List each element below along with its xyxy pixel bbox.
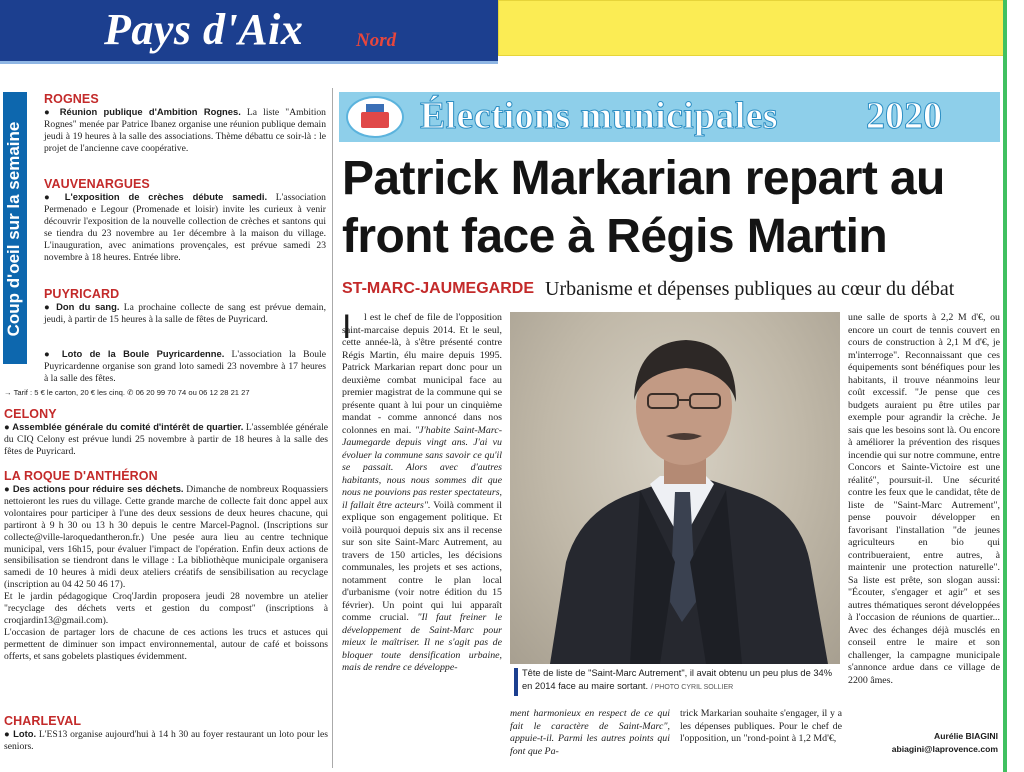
brief-title: ROGNES: [44, 92, 99, 106]
banner-year: 2020: [866, 95, 942, 137]
brief-title: CHARLEVAL: [4, 714, 82, 728]
ballot-box-body-icon: [361, 112, 389, 128]
brief-puyricard-loto: [44, 348, 326, 385]
brief-charleval: [4, 714, 328, 753]
article-column-2: ment harmonieux en respect de ce qui fait le caractère de Saint-Marc", appuie-t-il. Parmi les autres points qui font que Pa-: [510, 708, 670, 757]
article-column-4: une salle de sports à 2,2 M d'€, ou encore un court de tennis couvert en cours de construction à 2,1 M d'€, je m'interroge". Reconnaissant que ces équipements sont bénéfiques pour les habitants, il trouve néanmoins leur coût excessif. "Je pense que ces budgets auraient pu être utiles par exemple pour agrandir la crèche. Je sais que les besoins sont là. Ou encore à améliorer la prévention des risques incendie qui sur notre commune, entre Concors et Sainte-Victoire est une réalité", poursuit-il. Une sécurité contre les feux que le candidat, tête de liste de "Saint-Marc Autrement", pense pouvoir développer en favorisant l'installation "de jeunes agriculteurs en bio qui contribueraient, entre autres, à maintenir une protection naturelle". Sa liste est prête, son slogan aussi: "Écouter, s'engager et agir" et ses autres thématiques seront développées à l'occasion de réunions de quartier... Avec des échanges déjà musclés en conseil entre le maire et son challenger, la campagne municipale s'annonce ardue dans ce village de 2200 âmes.: [848, 312, 1000, 686]
article-kicker: ST-MARC-JAUMEGARDE: [342, 280, 534, 297]
article-column-3: trick Markarian souhaite s'engager, il y a les dépenses publiques. Pour le chef de l'opposition, un "rond-point à 1,2 Md'€,: [680, 708, 842, 744]
sidebar-tab-label: Coup d'oeil sur la semaine: [4, 121, 23, 337]
brand-subtitle: Nord: [356, 30, 397, 51]
brief-puyricard: [44, 287, 326, 326]
brief-text: ● Loto. L'ES13 organise aujourd'hui à 14 h 30 au foyer restaurant un loto pour les seniors.: [4, 728, 328, 752]
brief-text: ● Loto de la Boule Puyricardenne. L'association la Boule Puyricardenne organise son grand loto samedi 23 novembre à 17 heures à la salle des fêtes.: [44, 348, 326, 384]
portrait-illustration: [510, 312, 840, 664]
tarif-line: → Tarif : 5 € le carton, 20 € les cinq. ✆ 06 20 99 70 74 ou 06 12 28 21 27: [4, 388, 250, 397]
portrait-photo: [510, 312, 840, 664]
brief-text: ● Don du sang. La prochaine collecte de sang est prévue demain, jeudi, à partir de 15 heures à la salle de fêtes de Puyricard.: [44, 301, 327, 325]
brief-text: ● Réunion publique d'Ambition Rognes. La liste "Ambition Rognes" menée par Patrice Ibanez organise une réunion publique demain jeudi à 19 heures à la salle des associations. Thème débattu ce soir-là : le projet de l'ancienne cave coopérative.: [44, 106, 326, 154]
brief-vauvenargues: [44, 177, 326, 263]
page-edge-line: [1003, 0, 1007, 772]
author-name: Aurélie BIAGINI: [934, 731, 998, 741]
article-headline: Patrick Markarian repart au front face à Régis Martin: [342, 152, 945, 263]
banner-title: Élections municipales: [420, 95, 778, 137]
photo-credit: / PHOTO CYRIL SOLLIER: [650, 684, 734, 691]
brief-title: CELONY: [4, 407, 57, 421]
ballot-paper-icon: [366, 104, 384, 112]
brief-title: PUYRICARD: [44, 287, 120, 301]
header-yellow-band: [498, 0, 1004, 56]
brand-title: Pays d'Aix: [104, 5, 304, 54]
caption-accent: [514, 668, 518, 696]
brief-title: LA ROQUE D'ANTHÉRON: [4, 469, 158, 483]
author-email: abiagini@laprovence.com: [891, 744, 998, 754]
photo-caption: Tête de liste de "Saint-Marc Autrement", il avait obtenu un peu plus de 34% en 2014 face au maire sortant. / PHOTO CYRIL SOLLIER: [522, 668, 832, 691]
brief-celony: [4, 407, 328, 458]
column-divider: [332, 88, 333, 768]
article-deck: Urbanisme et dépenses publiques au cœur du débat: [545, 278, 955, 300]
brief-la-roque: [4, 469, 328, 663]
author-signature: [862, 730, 998, 756]
brief-text: ● Assemblée générale du comité d'intérêt de quartier. L'assemblée générale du CIQ Celony est prévue lundi 25 novembre à partir de 18 heures à la salle des fêtes de Puyricard.: [4, 421, 328, 457]
article-column-1: l est le chef de file de l'opposition saint-marcaise depuis 2014. Et le seul, cette année-là, à s'être présenté contre Régis Martin, élu maire depuis 1995. Patrick Markarian repart donc pour un deuxième combat municipal face au premier magistrat de la commune qui se présente quant à lui pour un cinquième mandat - comme annoncé dans nos colonnes en mai. "J'habite Saint-Marc-Jaumegarde depuis vingt ans. J'ai vu évoluer la commune sans savoir ce qu'il se passait. Alors avec d'autres habitants, nous nous sommes dit que nous ne pouvions pas rester spectateurs, il fallait être acteurs". Voilà comment il explique son engagement politique. Et voilà pourquoi depuis six ans il recense sur son site Saint-Marc Autrement, au travers de 150 articles, les décisions communales, les projets et ses actions, notamment contre le plan local d'urbanisme (voir notre édition du 15 février). Un point qui lui apparaît comme crucial. "Il faut freiner le développement de Saint-Marc pour mieux le maîtriser. Il ne s'agit pas de bloquer toute densification urbaine, mais de rendre ce développe-: [342, 312, 502, 673]
brief-text: Et le jardin pédagogique Croq'Jardin proposera jeudi 28 novembre un atelier "recyclage des déchets verts et gestion du compost" (inscriptions à croqjardin13@gmail.com).: [4, 591, 328, 626]
brief-rognes: [44, 92, 326, 155]
brief-text: ● L'exposition de crèches débute samedi. L'association Permenado e Legour (Promenade et loisir) invite les curieux à venir découvrir l'exposition de la nouvelle collection de crèches et santons qui se tiendra du 23 novembre au 1er décembre à la maison du village. L'inauguration, avec animations provençales, est prévue samedi 23 novembre à 18 heures. Entrée libre.: [44, 191, 326, 263]
brief-text: L'occasion de partager lors de chacune de ces actions les trucs et astuces qui permettent de diminuer son impact environnemental, autour de café et boissons offerts, et sans gobelets plastiques évidemment.: [4, 626, 328, 662]
drop-cap: I: [342, 308, 352, 346]
brief-text: ● Des actions pour réduire ses déchets. Dimanche de nombreux Roquassiers nettoieront les rues du village. Cette grande marche de collecte fait donc appel aux volontaires pour participer à l'une des deux sessions de deux heures chacune, qui partiront à 9 h 30 ou 13 h 30 depuis le centre Marcel-Pagnol. (Inscriptions sur collecte@ville-laroquedantheron.fr.) Une pesée aura lieu au centre technique municipal, vers 16h15, pour évaluer l'impact de l'opération. Enfin deux actions de sensibilisation se tiendront dans le village : La bibliothèque municipale organisera samedi de 10 heures à midi deux ateliers créatifs de sensibilisation au recyclage (inscription au 04 42 50 46 17).: [4, 483, 328, 591]
brief-title: VAUVENARGUES: [44, 177, 150, 191]
